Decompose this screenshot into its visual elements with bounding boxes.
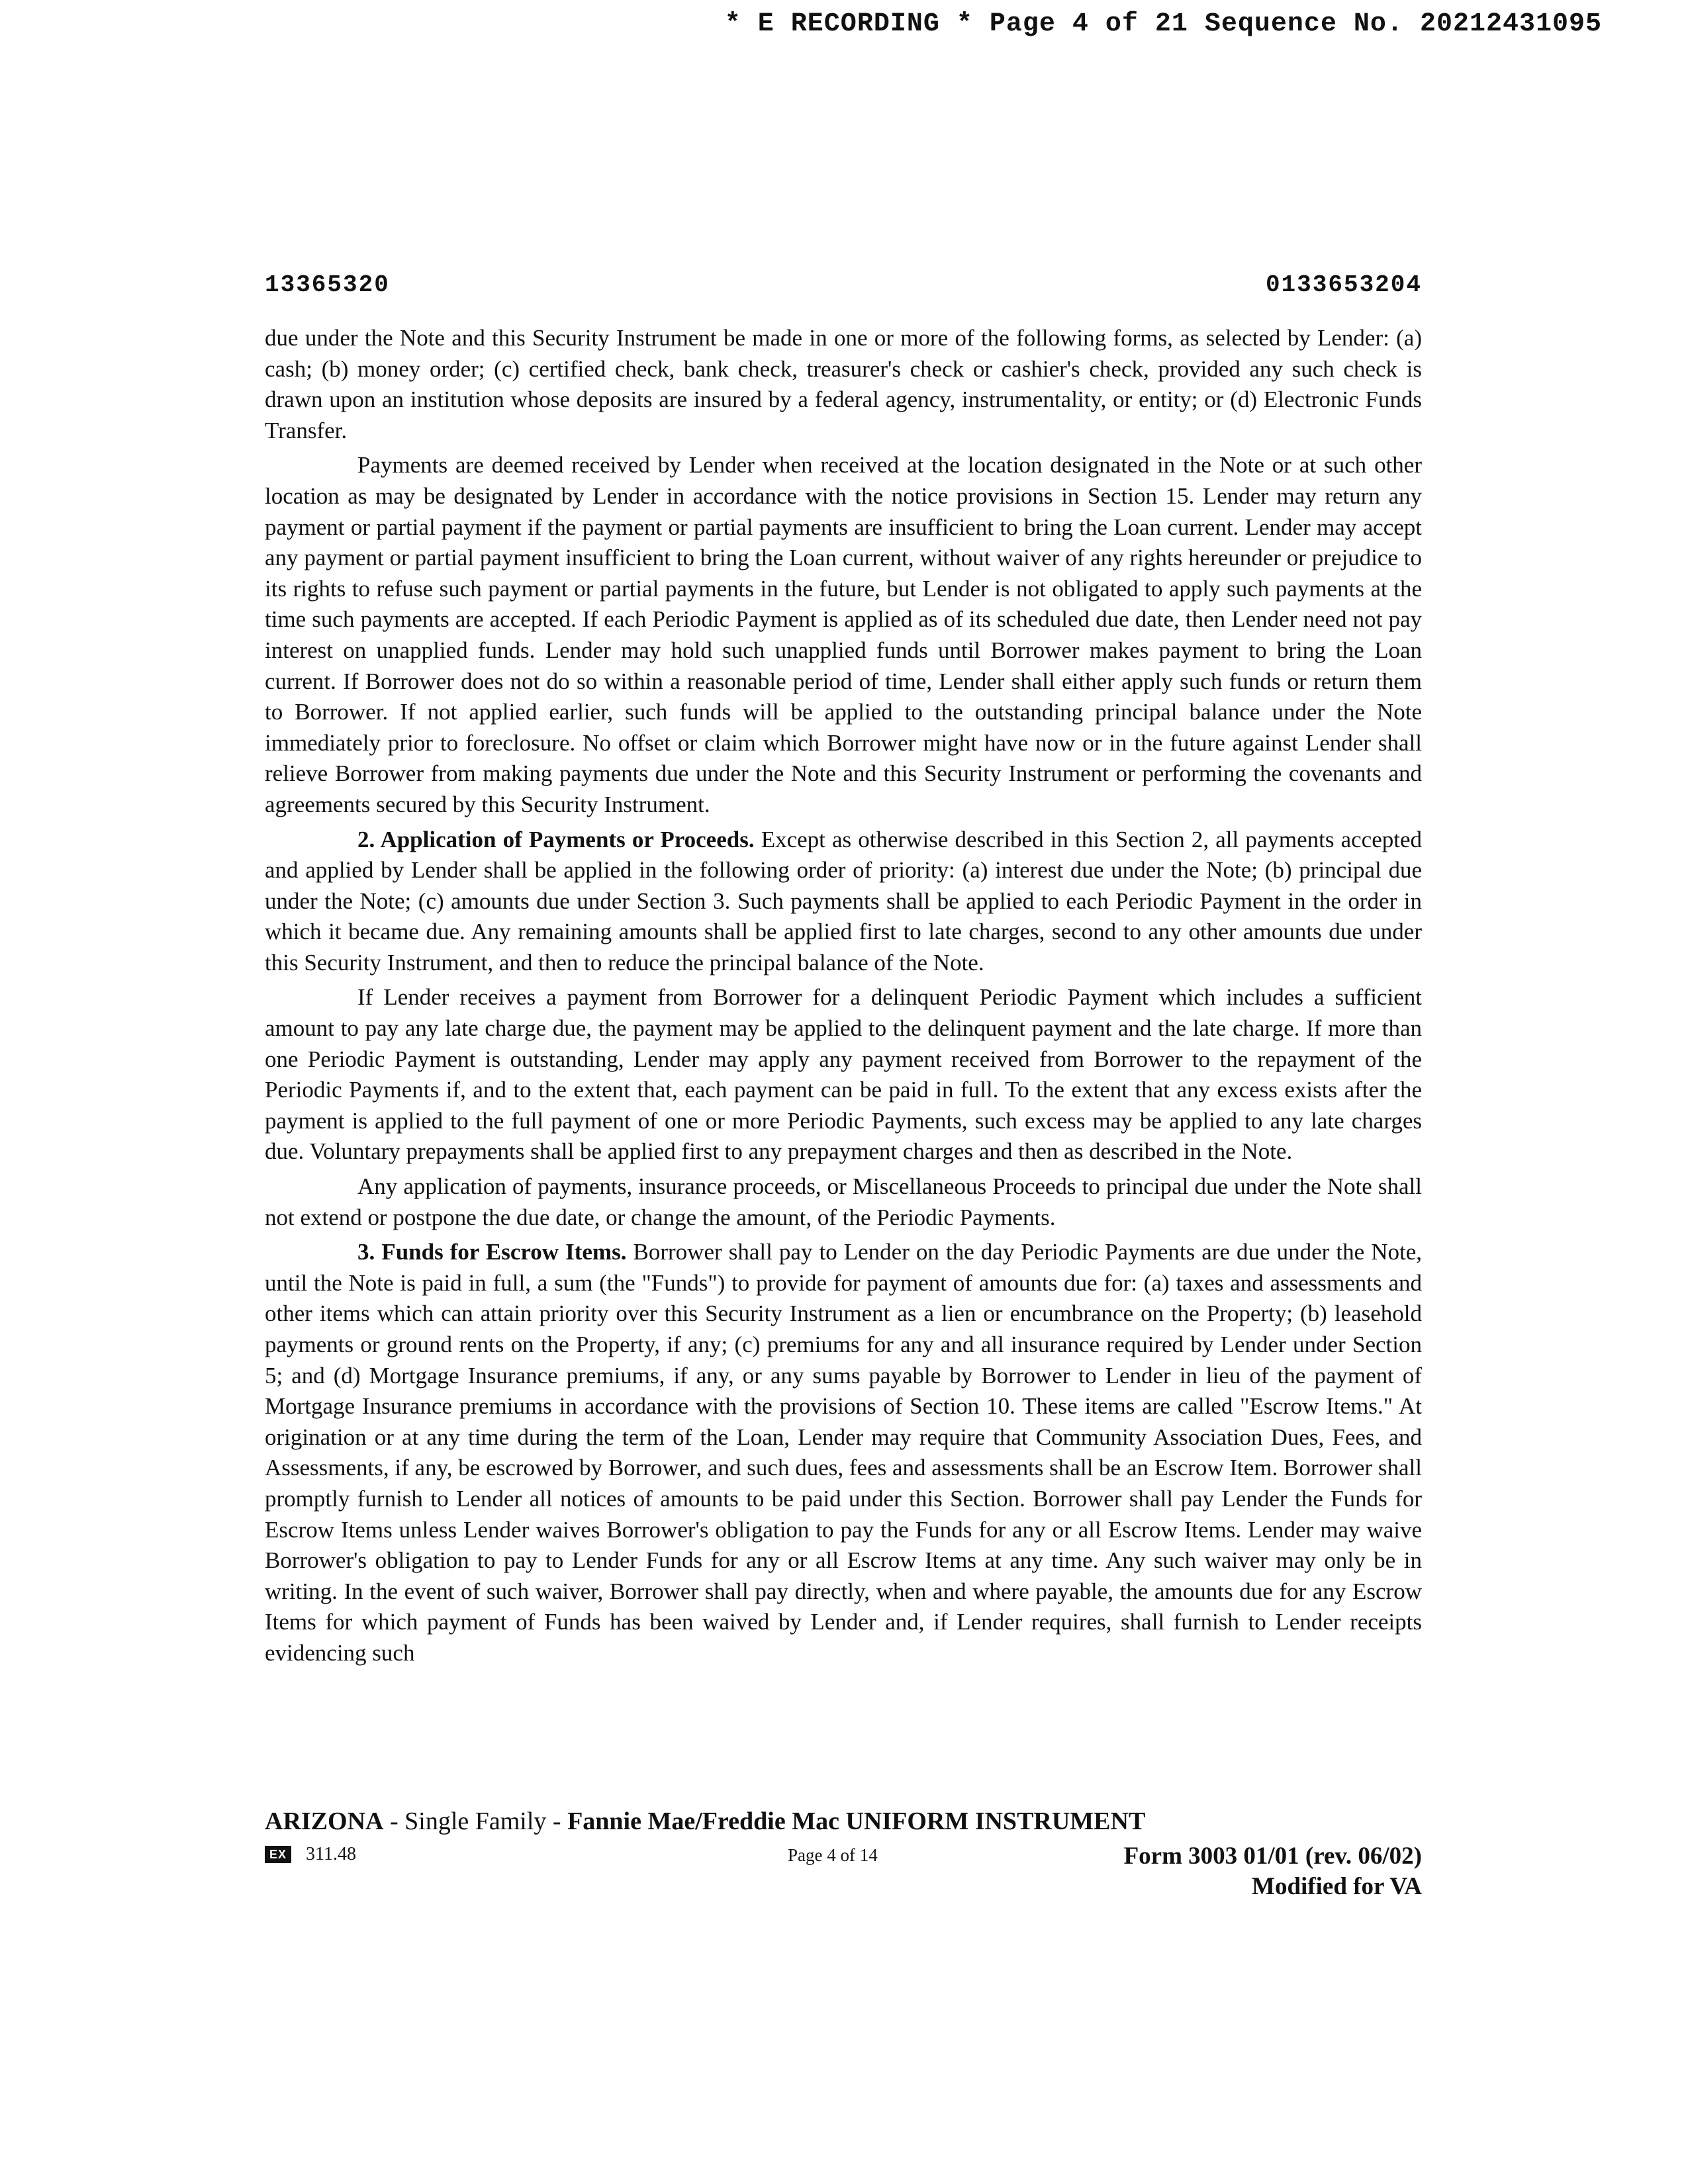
section-3-text: Borrower shall pay to Lender on the day Periodic Payments are due under the Note, until the Note is paid in full, a sum (the "Funds") to provide for payment of amounts due for: (a) taxes and assessments and other items which can attain priority over this Security Instrument as a lien or encumbrance on the Property; (b) leasehold payments or ground rents on the Property, if any; (c) premiums for any and all insurance required by Lender under Section 5; and (d) Mortgage Insurance premiums, if any, or any sums payable by Borrower to Lender in lieu of the payment of Mortgage Insurance premiums in accordance with the provisions of Section 10. These items are called "Escrow Items." At origination or at any time during the term of the Loan, Lender may require that Community Association Dues, Fees, and Assessments, if any, be escrowed by Borrower, and such dues, fees and assessments shall be an Escrow Item. Borrower shall promptly furnish to Lender all notices of amounts to be paid under this Section. Borrower shall pay Lender the Funds for Escrow Items unless Lender waives Borrower's obligation to pay the Funds for any or all Escrow Items. Lender may waive Borrower's obligation to pay to Lender Funds for any or all Escrow Items at any time. Any such waiver may only be in writing. In the event of such waiver, Borrower shall pay directly, when and where payable, the amounts due for any Escrow Items for which payment of Funds has been waived by Lender and, if Lender requires, shall furnish to Lender receipts evidencing such (265, 1239, 1422, 1666)
paragraph-application-of-payments: Any application of payments, insurance proceeds, or Miscellaneous Proceeds to principal due under the Note shall not extend or postpone the due date, or change the amount, of the Periodic Payments. (265, 1173, 1422, 1230)
form-number: Form 3003 01/01 (rev. 06/02) (1123, 1843, 1422, 1870)
recording-stamp: * E RECORDING * Page 4 of 21 Sequence No. 20212431095 (724, 9, 1602, 39)
document-body (265, 323, 1422, 1673)
section-2-paragraph (265, 825, 1422, 979)
loan-number-right: 0133653204 (1265, 271, 1422, 298)
footer-page-number: Page 4 of 14 (788, 1845, 878, 1865)
footer-instrument: Fannie Mae/Freddie Mac UNIFORM INSTRUMENT (567, 1807, 1146, 1835)
footer-separator: - Single Family - (383, 1807, 568, 1835)
footer-instrument-line (265, 1807, 1145, 1836)
form-code: 311.48 (306, 1844, 356, 1864)
footer-state: ARIZONA (265, 1807, 384, 1835)
section-2-heading: 2. Application of Payments or Proceeds. (357, 826, 755, 852)
ellie-mae-logo-icon: EX (265, 1846, 291, 1863)
paragraph-payments-received: Payments are deemed received by Lender when received at the location designated in the Note or at such other location as may be designated by Lender in accordance with the notice provisions in Section 15. Lender may return any payment or partial payment if the payment or partial payments are insufficient to bring the Loan current. Lender may accept any payment or partial payment insufficient to bring the Loan current, without waiver of any rights hereunder or prejudice to its rights to refuse such payment or partial payments in the future, but Lender is not obligated to apply such payments at the time such payments are accepted. If each Periodic Payment is applied as of its scheduled due date, then Lender need not pay interest on unapplied funds. Lender may hold such unapplied funds until Borrower makes payment to bring the Loan current. If Borrower does not do so within a reasonable period of time, Lender shall either apply such funds or return them to Borrower. If not applied earlier, such funds will be applied to the outstanding principal balance under the Note immediately prior to foreclosure. No offset or claim which Borrower might have now or in the future against Lender shall relieve Borrower from making payments due under the Note and this Security Instrument or performing the covenants and agreements secured by this Security Instrument. (265, 452, 1422, 817)
loan-number-left: 13365320 (265, 271, 390, 298)
footer-form-code (265, 1844, 356, 1865)
section-3-heading: 3. Funds for Escrow Items. (357, 1239, 627, 1265)
paragraph-delinquent-payment: If Lender receives a payment from Borrower for a delinquent Periodic Payment which includes a sufficient amount to pay any late charge due, the payment may be applied to the delinquent payment and the late charge. If more than one Periodic Payment is outstanding, Lender may apply any payment received from Borrower to the repayment of the Periodic Payments if, and to the extent that, each payment can be paid in full. To the extent that any excess exists after the payment is applied to the full payment of one or more Periodic Payments, such excess may be applied to any late charges due. Voluntary prepayments shall be applied first to any prepayment charges and then as described in the Note. (265, 984, 1422, 1165)
paragraph-payment-forms: due under the Note and this Security Instrument be made in one or more of the following forms, as selected by Lender: (a) cash; (b) money order; (c) certified check, bank check, treasurer's check or cashier's check, provided any such check is drawn upon an institution whose deposits are insured by a federal agency, instrumentality, or entity; or (d) Electronic Funds Transfer. (265, 325, 1422, 443)
section-3-paragraph (265, 1237, 1422, 1668)
section-2-text: Except as otherwise described in this Section 2, all payments accepted and applied by Lender shall be applied in the following order of priority: (a) interest due under the Note; (b) principal due under the Note; (c) amounts due under Section 3. Such payments shall be applied to each Periodic Payment in the order in which it became due. Any remaining amounts shall be applied first to late charges, second to any other amounts due under this Security Instrument, and then to reduce the principal balance of the Note. (265, 826, 1422, 976)
form-modified: Modified for VA (1252, 1873, 1422, 1900)
footer-form-info (1124, 1841, 1422, 1902)
